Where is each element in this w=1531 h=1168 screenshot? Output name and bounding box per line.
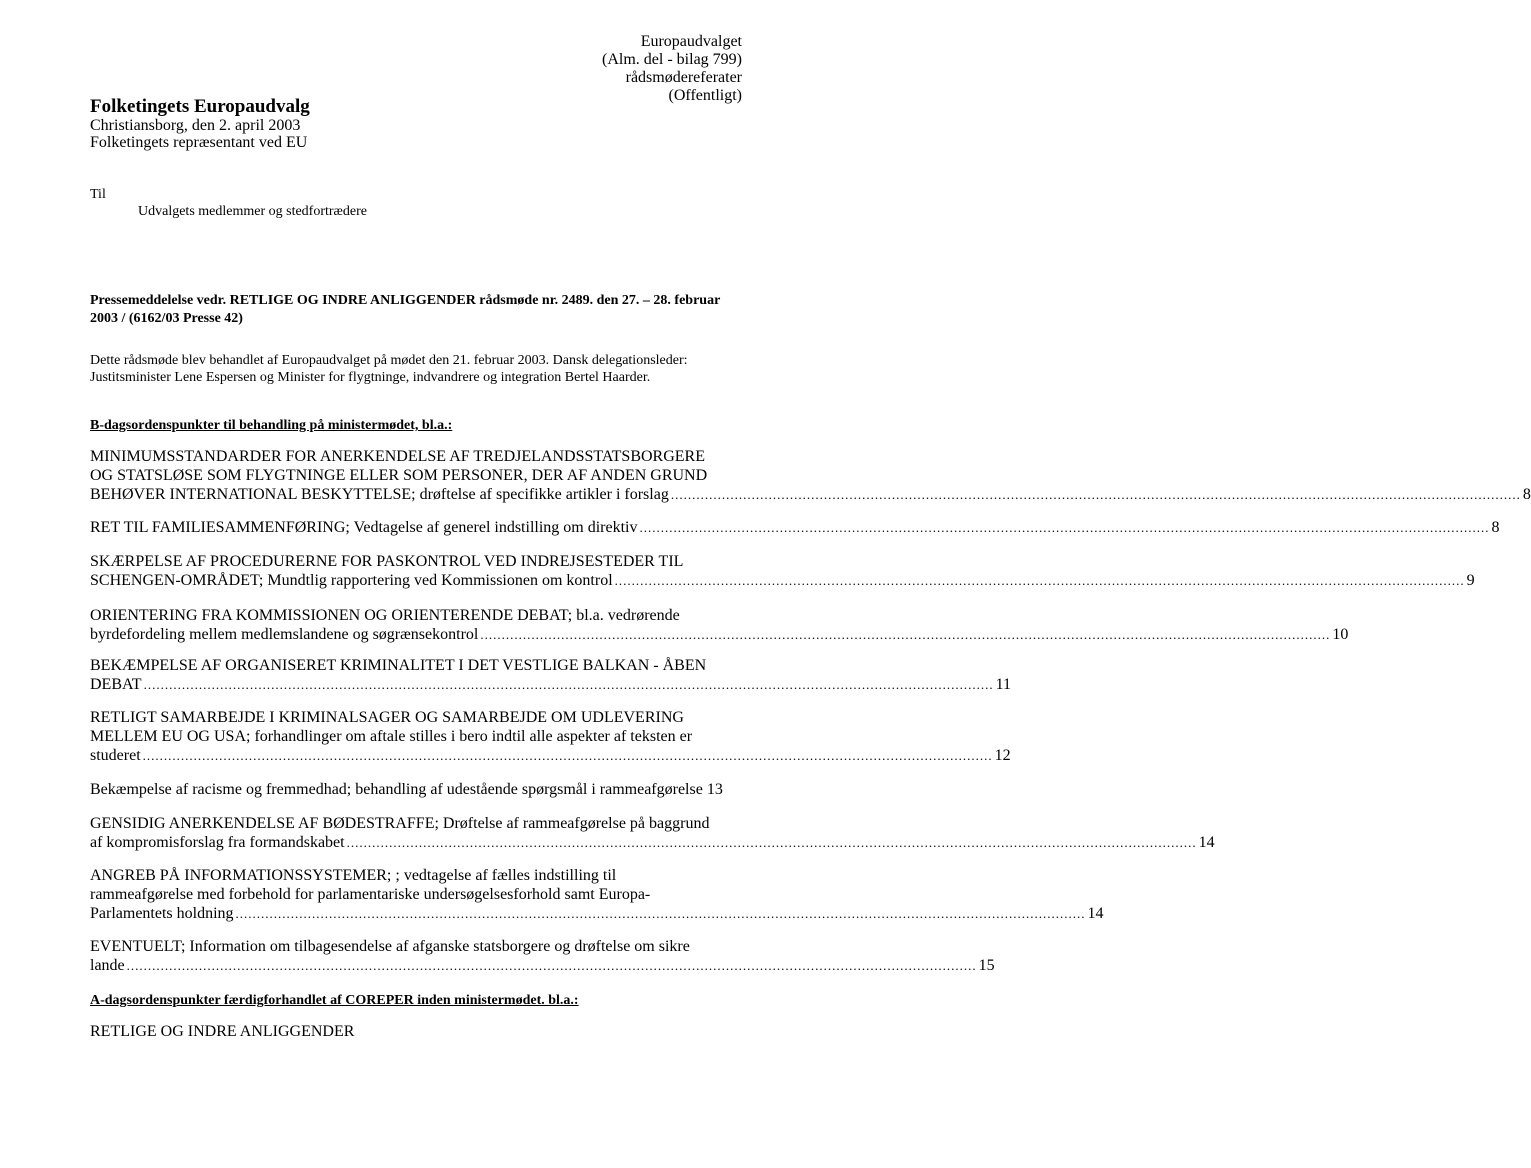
toc-entry[interactable]: [90, 447, 1531, 504]
toc-entry-line: BEKÆMPELSE AF ORGANISERET KRIMINALITET I DET VESTLIGE BALKAN - ÅBEN: [90, 657, 707, 674]
toc-entry-text: SCHENGEN-OMRÅDET; Mundtlig rapportering ved Kommissionen om kontrol: [90, 572, 613, 589]
reference-status: (Offentligt): [668, 87, 742, 104]
toc-entry[interactable]: [90, 606, 1349, 644]
toc-leader: ........................................................................................................................................................................................................: [235, 906, 1086, 921]
toc-leader: ........................................................................................................................................................................................................: [126, 958, 977, 973]
toc-entry-line: MELLEM EU OG USA; forhandlinger om aftale stilles i bero indtil alle aspekter af teksten er: [90, 728, 693, 745]
toc-page-number: 8: [1522, 486, 1531, 503]
toc-entry-text: studeret: [90, 747, 141, 764]
toc-entry-line: RETLIGT SAMARBEJDE I KRIMINALSAGER OG SAMARBEJDE OM UDLEVERING: [90, 709, 684, 726]
toc-leader: ........................................................................................................................................................................................................: [670, 487, 1521, 502]
reference-committee: Europaudvalget: [640, 33, 742, 50]
toc-entry-line: ANGREB PÅ INFORMATIONSSYSTEMER; ; vedtagelse af fælles indstilling til: [90, 867, 617, 884]
toc-entry-text: RET TIL FAMILIESAMMENFØRING; Vedtagelse af generel indstilling om direktiv: [90, 519, 638, 536]
toc-entry-text: DEBAT: [90, 676, 142, 693]
toc-page-number: 12: [994, 747, 1011, 764]
toc-entry-text: lande: [90, 957, 125, 974]
toc-entry-line: MINIMUMSSTANDARDER FOR ANERKENDELSE AF TREDJELANDSSTATSBORGERE: [90, 448, 705, 465]
reference-bilag: (Alm. del - bilag 799): [602, 51, 742, 68]
toc-page-number: 10: [1332, 626, 1349, 643]
toc-entry-text: BEHØVER INTERNATIONAL BESKYTTELSE; drøftelse af specifikke artikler i forslag: [90, 486, 669, 503]
sender-subtitle: Folketingets repræsentant ved EU: [90, 134, 308, 151]
toc-entry-text: byrdefordeling mellem medlemslandene og søgrænsekontrol: [90, 626, 479, 643]
addressee-label: Til: [90, 187, 106, 202]
toc-page-number: 15: [978, 957, 995, 974]
toc-leader: ........................................................................................................................................................................................................: [143, 677, 994, 692]
toc-page-number: 11: [995, 676, 1011, 693]
press-release-title: Pressemeddelelse vedr. RETLIGE OG INDRE ANLIGGENDER rådsmøde nr. 2489. den 27. – 28. februar 2003 / (6162/03 Presse 42): [90, 293, 721, 326]
toc-entry-text: Parlamentets holdning: [90, 905, 234, 922]
toc-entry[interactable]: [90, 866, 1104, 923]
b-agenda-heading: B-dagsordenspunkter til behandling på ministermødet, bl.a.:: [90, 418, 453, 433]
a-agenda-heading: A-dagsordenspunkter færdigforhandlet af COREPER inden ministermødet. bl.a.:: [90, 993, 579, 1008]
toc-entry[interactable]: [90, 708, 1011, 765]
toc-leader: ........................................................................................................................................................................................................: [346, 835, 1197, 850]
sender-block: [90, 97, 490, 151]
intro-paragraph: Dette rådsmøde blev behandlet af Europaudvalget på mødet den 21. februar 2003. Dansk delegationsleder: Justitsminister Lene Espersen og Minister for flygtninge, indvandrere og integration Bertel Haarder.: [90, 353, 688, 385]
toc-entry-line: SKÆRPELSE AF PROCEDURERNE FOR PASKONTROL VED INDREJSESTEDER TIL: [90, 553, 684, 570]
toc-entry-line: OG STATSLØSE SOM FLYGTNINGE ELLER SOM PERSONER, DER AF ANDEN GRUND: [90, 467, 708, 484]
toc-page-number: 8: [1491, 519, 1500, 536]
toc-entry-text: Bekæmpelse af racisme og fremmedhad; behandling af udestående spørgsmål i rammeafgørelse: [90, 781, 703, 798]
toc-entry-line: rammeafgørelse med forbehold for parlamentariske undersøgelsesforhold samt Europa-: [90, 886, 651, 903]
toc-page-number: 14: [1198, 834, 1215, 851]
toc-page-number: 14: [1087, 905, 1104, 922]
sender-location-date: Christiansborg, den 2. april 2003: [90, 117, 301, 134]
toc-entry-text: af kompromisforslag fra formandskabet: [90, 834, 345, 851]
a-agenda-item: RETLIGE OG INDRE ANLIGGENDER: [90, 1023, 355, 1040]
addressee-recipients: Udvalgets medlemmer og stedfortrædere: [138, 204, 367, 219]
toc-entry[interactable]: [90, 814, 1215, 852]
toc-leader: ........................................................................................................................................................................................................: [142, 748, 993, 763]
document-reference: [442, 33, 742, 105]
toc-leader: ........................................................................................................................................................................................................: [614, 573, 1465, 588]
toc-entry[interactable]: [90, 937, 995, 975]
toc-entry[interactable]: [90, 656, 1011, 694]
toc-page-number: 13: [706, 781, 723, 798]
toc-entry-line: EVENTUELT; Information om tilbagesendelse af afganske statsborgere og drøftelse om sikre: [90, 938, 690, 955]
toc-leader: ........................................................................................................................................................................................................: [480, 627, 1331, 642]
toc-leader: ........................................................................................................................................................................................................: [639, 520, 1490, 535]
toc-entry[interactable]: [90, 552, 1475, 590]
toc-entry-line: GENSIDIG ANERKENDELSE AF BØDESTRAFFE; Drøftelse af rammeafgørelse på baggrund: [90, 815, 710, 832]
sender-title: Folketingets Europaudvalg: [90, 96, 310, 117]
toc-entry[interactable]: [90, 780, 743, 799]
toc-entry-line: ORIENTERING FRA KOMMISSIONEN OG ORIENTERENDE DEBAT; bl.a. vedrørende: [90, 607, 680, 624]
toc-page-number: 9: [1466, 572, 1475, 589]
reference-type: rådsmødereferater: [625, 69, 742, 86]
toc-entry[interactable]: [90, 518, 1500, 537]
